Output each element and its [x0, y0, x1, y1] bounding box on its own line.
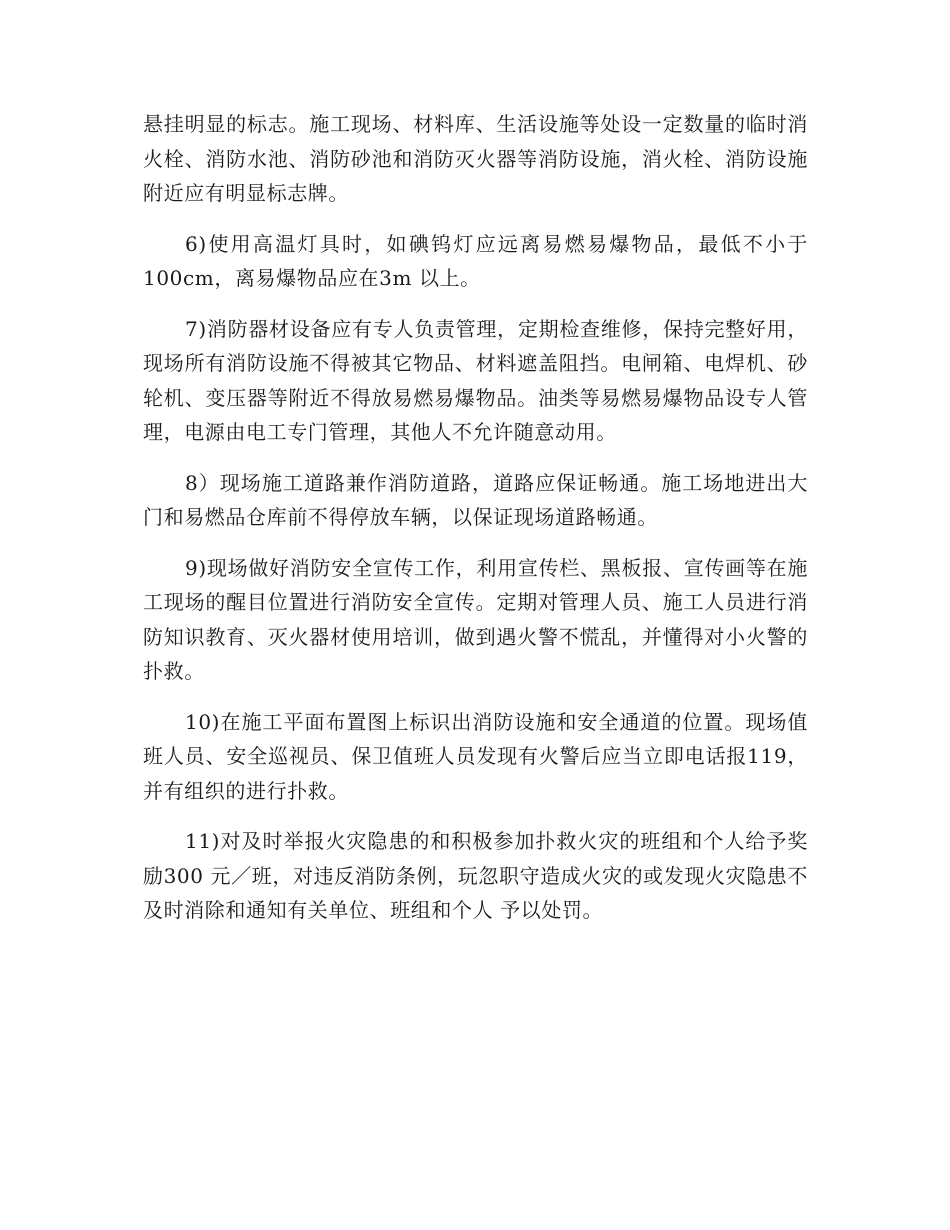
paragraph-item-11: 11)对及时举报火灾隐患的和积极参加扑救火灾的班组和个人给予奖励300 元／班，对违反消防条例，玩忽职守造成火灾的或发现火灾隐患不及时消除和通知有关单位、班组和个人 予以处罚。 — [143, 829, 808, 922]
paragraph-item-6: 6)使用高温灯具时，如碘钨灯应远离易燃易爆物品，最低不小于100cm，离易爆物品应在3m 以上。 — [143, 231, 808, 290]
paragraph-item-8: 8）现场施工道路兼作消防道路，道路应保证畅通。施工场地进出大门和易燃品仓库前不得停放车辆，以保证现场道路畅通。 — [143, 470, 808, 529]
paragraph-continuation: 悬挂明显的标志。施工现场、材料库、生活设施等处设一定数量的临时消火栓、消防水池、消防砂池和消防灭火器等消防设施，消火栓、消防设施附近应有明显标志牌。 — [143, 112, 808, 205]
paragraph-item-10: 10)在施工平面布置图上标识出消防设施和安全通道的位置。现场值班人员、安全巡视员、保卫值班人员发现有火警后应当立即电话报119，并有组织的进行扑救。 — [143, 709, 808, 803]
paragraph-item-9: 9)现场做好消防安全宣传工作，利用宣传栏、黑板报、宣传画等在施工现场的醒目位置进行消防安全宣传。定期对管理人员、施工人员进行消防知识教育、灭火器材使用培训，做到遇火警不慌乱，并懂得对小火警的扑救。 — [143, 555, 808, 683]
paragraph-item-7: 7)消防器材设备应有专人负责管理，定期检查维修，保持完整好用，现场所有消防设施不得被其它物品、材料遮盖阻挡。电闸箱、电焊机、砂轮机、变压器等附近不得放易燃易爆物品。油类等易燃易爆物品设专人管理，电源由电工专门管理，其他人不允许随意动用。 — [143, 316, 808, 444]
document-body — [143, 107, 808, 944]
